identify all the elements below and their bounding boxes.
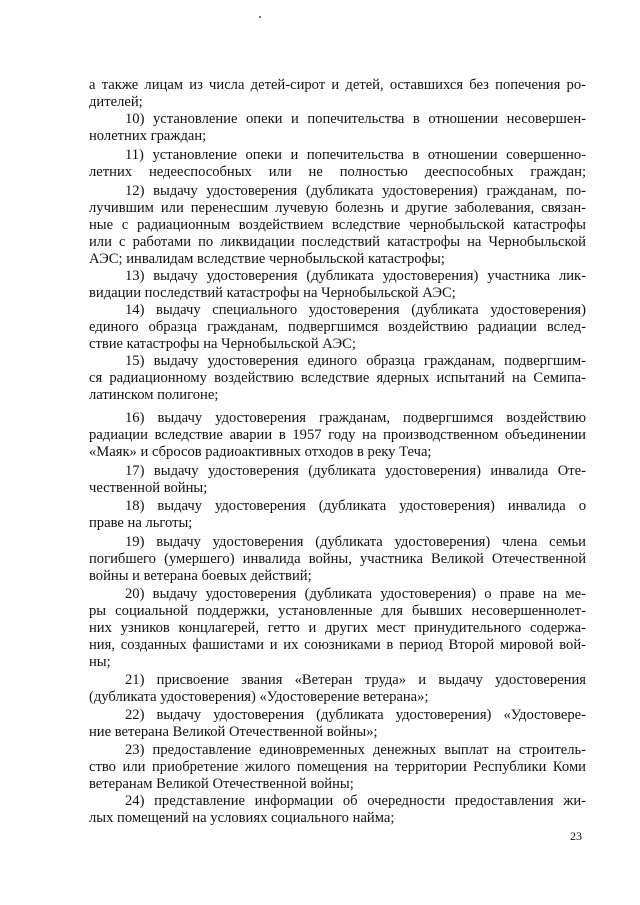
- text-line: ветеранам Великой Отечественной войны;: [89, 776, 354, 792]
- text-line: ры социальной поддержки, установленные для бывших несовершеннолет-: [89, 603, 586, 619]
- text-line: ствие катастрофы на Чернобыльской АЭС;: [89, 336, 356, 352]
- text-line: (дубликата удостоверения) «Удостоверение ветерана»;: [89, 689, 429, 705]
- text-line: летних недееспособных или не полностью дееспособных граждан;: [89, 164, 586, 180]
- text-line: погибшего (умершего) инвалида войны, участника Великой Отечественной: [89, 551, 586, 567]
- text-line: ние ветерана Великой Отечественной войны»;: [89, 724, 378, 740]
- list-item-14: 14) выдачу специального удостоверения (дубликата удостоверения): [125, 302, 586, 318]
- text-line: радиации вследствие аварии в 1957 году на производственном объединении: [89, 427, 586, 443]
- text-line: ния, созданных фашистами и их союзниками в период Второй мировой вой-: [89, 637, 586, 653]
- text-line: ны;: [89, 654, 111, 670]
- list-item-17: 17) выдачу удостоверения (дубликата удостоверения) инвалида Оте-: [125, 463, 586, 479]
- text-line: единого образца гражданам, подвергшимся воздействию радиации вслед-: [89, 319, 586, 335]
- text-line: АЭС; инвалидам вследствие чернобыльской катастрофы;: [89, 251, 445, 267]
- text-line: видации последствий катастрофы на Чернобыльской АЭС;: [89, 285, 456, 301]
- list-item-16: 16) выдачу удостоверения гражданам, подвергшимся воздействию: [125, 410, 586, 426]
- text-line: дителей;: [89, 94, 143, 110]
- text-line: них узников концлагерей, гетто и других мест принудительного содержа-: [89, 620, 586, 636]
- list-item-18: 18) выдачу удостоверения (дубликата удостоверения) инвалида о: [125, 498, 586, 514]
- text-line: ся радиационному воздействию вследствие ядерных испытаний на Семипа-: [89, 370, 586, 386]
- list-item-23: 23) предоставление единовременных денежных выплат на строитель-: [125, 742, 586, 758]
- list-item-12: 12) выдачу удостоверения (дубликата удостоверения) гражданам, по-: [125, 183, 586, 199]
- text-line: нолетних граждан;: [89, 128, 207, 144]
- scan-dot: [259, 16, 261, 18]
- list-item-11: 11) установление опеки и попечительства в отношении совершенно-: [125, 147, 586, 163]
- text-line: лых помещений на условиях социального найма;: [89, 810, 395, 826]
- list-item-24: 24) представление информации об очередности предоставления жи-: [125, 793, 586, 809]
- text-line: праве на льготы;: [89, 515, 193, 531]
- page-number: 23: [570, 829, 582, 843]
- list-item-21: 21) присвоение звания «Ветеран труда» и выдачу удостоверения: [125, 672, 586, 688]
- text-line: ство или приобретение жилого помещения на территории Республики Коми: [89, 759, 586, 775]
- text-line: или с работами по ликвидации последствий катастрофы на Чернобыльской: [89, 234, 586, 250]
- text-line: лучившим или перенесшим лучевую болезнь и другие заболевания, связан-: [89, 200, 586, 216]
- text-line: войны и ветерана боевых действий;: [89, 568, 312, 584]
- list-item-22: 22) выдачу удостоверения (дубликата удостоверения) «Удостовере-: [125, 707, 586, 723]
- list-item-10: 10) установление опеки и попечительства в отношении несовершен-: [125, 111, 586, 127]
- text-line: ные с радиационным воздействием вследствие чернобыльской катастрофы: [89, 217, 586, 233]
- list-item-20: 20) выдачу удостоверения (дубликата удостоверения) о праве на ме-: [125, 586, 586, 602]
- text-line: «Маяк» и сбросов радиоактивных отходов в реку Теча;: [89, 444, 432, 460]
- list-item-13: 13) выдачу удостоверения (дубликата удостоверения) участника лик-: [125, 268, 586, 284]
- text-line: а также лицам из числа детей-сирот и детей, оставшихся без попечения ро-: [89, 77, 586, 93]
- text-line: латинском полигоне;: [89, 387, 219, 403]
- list-item-19: 19) выдачу удостоверения (дубликата удостоверения) члена семьи: [125, 534, 586, 550]
- text-line: чественной войны;: [89, 480, 208, 496]
- list-item-15: 15) выдачу удостоверения единого образца гражданам, подвергшим-: [125, 353, 586, 369]
